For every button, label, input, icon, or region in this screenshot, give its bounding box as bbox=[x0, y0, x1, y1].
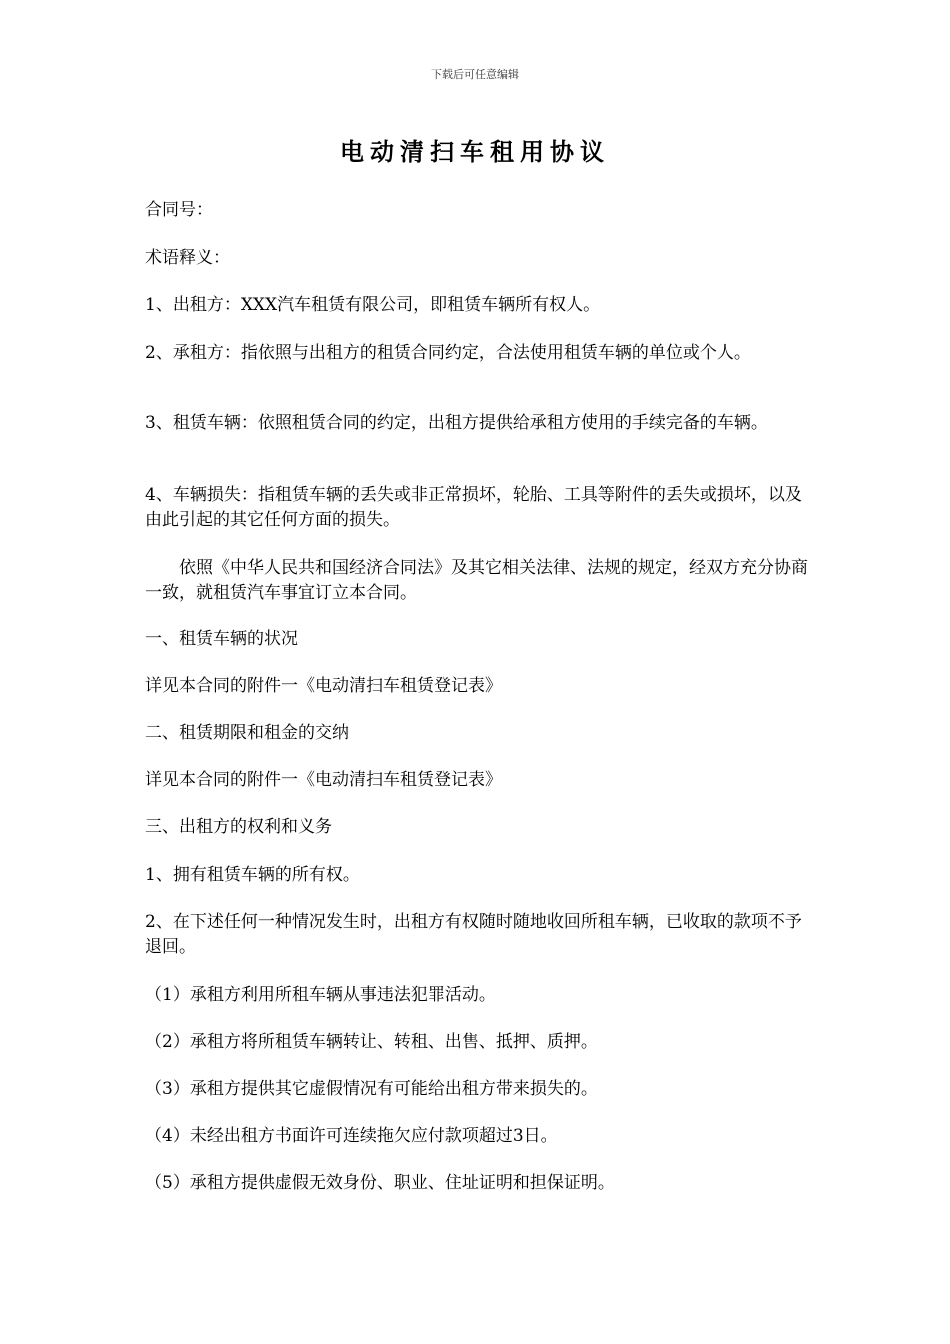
section-heading-3: 三、出租方的权利和义务 bbox=[145, 817, 332, 837]
term-lessee: 2、承租方：指依照与出租方的租赁合同约定，合法使用租赁车辆的单位或个人。 bbox=[145, 343, 751, 363]
section-heading-1: 一、租赁车辆的状况 bbox=[145, 629, 298, 649]
sub-item-4: （4）未经出租方书面许可连续拖欠应付款项超过3日。 bbox=[145, 1126, 558, 1146]
section-1-detail: 详见本合同的附件一《电动清扫车租赁登记表》 bbox=[145, 676, 502, 696]
sub-item-3: （3）承租方提供其它虚假情况有可能给出租方带来损失的。 bbox=[145, 1079, 598, 1099]
document-title: 电动清扫车租用协议 bbox=[340, 137, 610, 166]
header-note: 下载后可任意编辑 bbox=[431, 68, 519, 81]
section-2-detail: 详见本合同的附件一《电动清扫车租赁登记表》 bbox=[145, 770, 502, 790]
terms-heading: 术语释义： bbox=[145, 248, 230, 268]
section-3-item-2: 2、在下述任何一种情况发生时，出租方有权随时随地收回所租车辆，已收取的款项不予退回。 bbox=[145, 912, 802, 957]
contract-number-label: 合同号： bbox=[145, 200, 213, 220]
term-leased-vehicle: 3、租赁车辆：依照租赁合同的约定，出租方提供给承租方使用的手续完备的车辆。 bbox=[145, 413, 768, 433]
sub-item-1: （1）承租方利用所租车辆从事违法犯罪活动。 bbox=[145, 985, 496, 1005]
sub-item-2: （2）承租方将所租赁车辆转让、转租、出售、抵押、质押。 bbox=[145, 1032, 598, 1052]
term-lessor: 1、出租方：XXX汽车租赁有限公司，即租赁车辆所有权人。 bbox=[145, 295, 601, 315]
term-vehicle-loss: 4、车辆损失：指租赁车辆的丢失或非正常损坏，轮胎、工具等附件的丢失或损坏，以及由此引起的其它任何方面的损失。 bbox=[145, 485, 802, 530]
section-3-item-1: 1、拥有租赁车辆的所有权。 bbox=[145, 865, 360, 885]
sub-item-5: （5）承租方提供虚假无效身份、职业、住址证明和担保证明。 bbox=[145, 1173, 615, 1193]
section-heading-2: 二、租赁期限和租金的交纳 bbox=[145, 723, 349, 743]
preamble-paragraph: 依照《中华人民共和国经济合同法》及其它相关法律、法规的规定，经双方充分协商一致，就租赁汽车事宜订立本合同。 bbox=[145, 558, 808, 603]
